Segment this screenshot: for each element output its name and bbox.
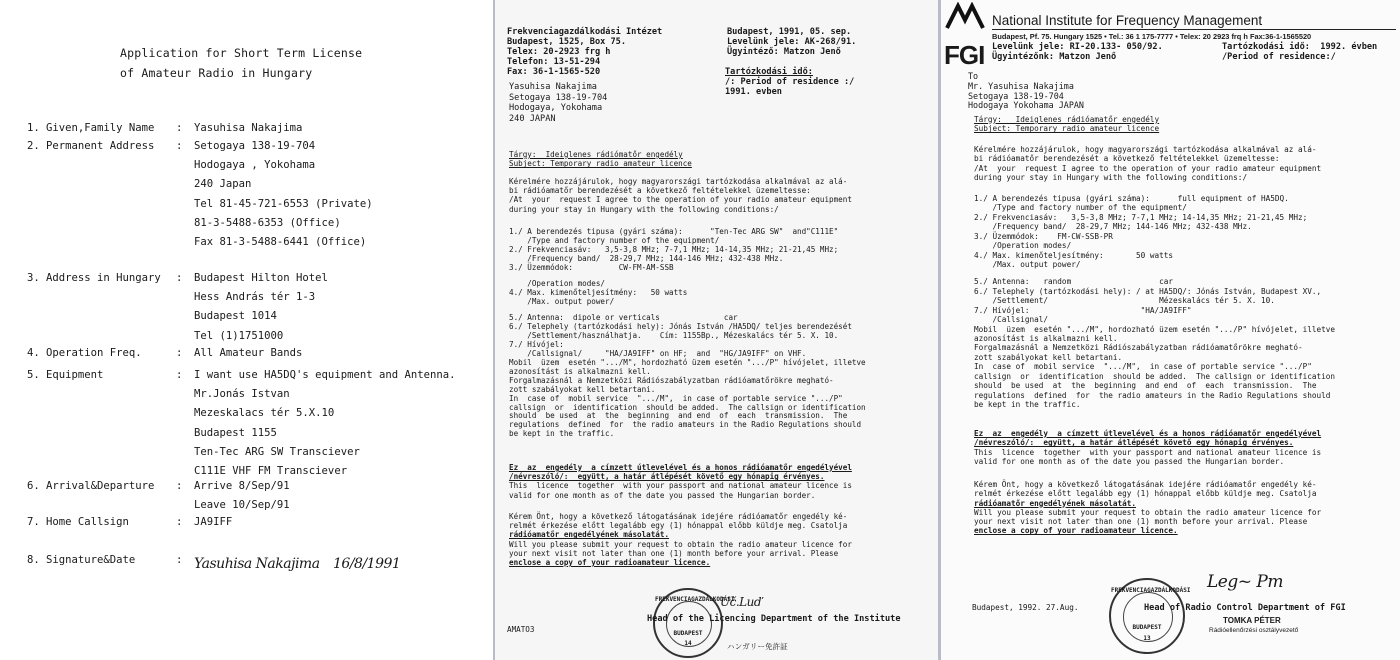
text-line: Kérem Önt, hogy a következő látogatásának idejére rádióamatőr engedély ké- xyxy=(974,480,1317,489)
text-line: Fax: 36-1-1565-520 xyxy=(507,67,601,77)
field-value: Mezeskalacs tér 5.X.10 xyxy=(194,407,335,420)
text-line: Tárgy: Ideiglenes rádiómatőr engedély xyxy=(509,150,683,159)
field-colon: : xyxy=(176,140,183,152)
text-line: /At your request I agree to the operation of your radio amateur equipment xyxy=(974,163,1322,173)
text-line: Forgalmazásnál a Nemzetközi Rádiószabályzatban rádióamatőrökre megható- xyxy=(509,375,834,385)
residence-block xyxy=(1222,42,1377,62)
text-line: during your stay in Hungary with the following conditions:/ xyxy=(974,172,1248,182)
text-line: should be used at the beginning and end of each transmission. The xyxy=(974,381,1317,391)
institute-address: Budapest, Pf. 75. Hungary 1525 • Tel.: 36 1 175-7777 • Telex: 20 2923 frq h Fax:36-1-1565520 xyxy=(992,32,1312,41)
signature: Yasuhisa Nakajima xyxy=(194,556,320,572)
field-colon: : xyxy=(176,122,183,134)
field-colon: : xyxy=(176,369,183,381)
text-line: /Operation modes/ xyxy=(974,241,1072,251)
validity-block xyxy=(509,463,852,500)
conditions-block xyxy=(974,194,1335,410)
text-line: Budapest, 1525, Box 75. xyxy=(507,37,626,47)
text-line: Yasuhisa Nakajima xyxy=(509,82,597,92)
official-stamp: FREKVENCIAGAZDÁLKODÁSI BUDAPEST 13 xyxy=(1109,578,1185,654)
text-line xyxy=(974,270,1335,278)
issue-date: Budapest, 1992. 27.Aug. xyxy=(972,603,1079,612)
field-colon: : xyxy=(176,554,183,566)
licence-1991 xyxy=(495,0,938,660)
conditions-block xyxy=(509,228,866,439)
field-label: Operation Freq. xyxy=(46,347,142,359)
text-line: In case of mobil service ".../M", in case of portable service ".../P" xyxy=(974,362,1312,372)
text-line: Mr. Yasuhisa Nakajima xyxy=(968,80,1074,91)
signatory-title: Head of the Licencing Department of the Institute xyxy=(647,614,901,624)
text-line: Budapest, 1991, 05. sep. xyxy=(727,27,852,37)
sender-block xyxy=(507,27,662,77)
field-value: JA9IFF xyxy=(194,516,233,528)
institute-name: National Institute for Frequency Management xyxy=(992,13,1263,28)
licence-1992 xyxy=(941,0,1400,660)
text-line: azonosítást is alkalmazni kell. xyxy=(509,366,651,376)
field-value: Tel 81-45-721-6553 (Private) xyxy=(194,197,373,210)
text-line: Setogaya 138-19-704 xyxy=(968,90,1064,101)
application-page xyxy=(0,0,493,660)
text-line: /Type and factory number of the equipment/ xyxy=(509,235,720,245)
text-line: Subject: Temporary radio amateur licence xyxy=(509,159,692,169)
field-value: Mr.Jonás Istvan xyxy=(194,388,290,401)
text-line: /: Period of residence :/ xyxy=(725,77,855,87)
text-line: 2./ Frekvenciasáv: 3,5-3,8 MHz; 7-7,1 MHz; 14-14,35 MHz; 21-21,45 MHz; xyxy=(509,244,839,254)
text-line: Tartózkodási idő: 1992. évben xyxy=(1222,42,1378,52)
text-line: /Max. output power/ xyxy=(509,296,615,306)
text-line: regulations defined for the radio amateurs in the Radio Regulations should xyxy=(974,390,1331,400)
signature-date: 16/8/1991 xyxy=(333,556,401,572)
request-block xyxy=(509,512,852,567)
field-value: 81-3-5488-6353 (Office) xyxy=(194,216,341,229)
text-line: /névreszóló/: együtt, a határ átlépését követő egy hónapig érvényes. xyxy=(974,438,1294,448)
text-line: Kérelmére hozzájárulok, hogy magyarországi tartózkodása alkalmával az alá- xyxy=(509,177,848,186)
text-line: Telex: 20-2923 frg h xyxy=(507,47,611,57)
text-line: relmét érkezése előtt legalább egy (1) hónappal előbb küldje meg. Csatolja xyxy=(509,521,848,531)
field-number: 8. xyxy=(27,554,40,566)
field-value: Hodogaya , Yokohama xyxy=(194,159,316,172)
field-label: Address in Hungary xyxy=(46,272,161,284)
application-subtitle: of Amateur Radio in Hungary xyxy=(120,66,313,80)
text-line: regulations defined for the radio amateurs in the Radio Regulations should xyxy=(509,420,862,430)
text-line: /névreszóló/: együtt, a határ átlépését követő egy hónapig érvényes. xyxy=(509,472,825,482)
text-line: azonosítást is alkalmazni kell. xyxy=(974,334,1118,344)
text-line: Levelünk jele: RI-20.133- 050/92. xyxy=(992,42,1163,52)
text-line: 240 JAPAN xyxy=(509,113,556,124)
text-line: To xyxy=(968,71,979,81)
text-line: during your stay in Hungary with the following conditions:/ xyxy=(509,204,779,214)
field-colon: : xyxy=(176,347,183,359)
field-colon: : xyxy=(176,272,183,284)
field-label: Arrival&Departure xyxy=(46,480,155,492)
text-line: Ügyintéző: Matzon Jenő xyxy=(727,47,841,57)
field-value: Leave 10/Sep/91 xyxy=(194,499,290,512)
text-line: Tartózkodási idő: xyxy=(725,67,813,77)
field-value: Budapest 1155 xyxy=(194,426,277,439)
text-line: 1./ A berendezés tipusa (gyári száma): "Ten-Tec ARG SW" and"C111E" xyxy=(509,227,839,236)
handwritten-signature: Uč.Luď xyxy=(720,595,762,609)
text-line: 2./ Frekvenciasáv: 3,5-3,8 MHz; 7-7,1 MHz; 14-14,35 MHz; 21-21,45 MHz; xyxy=(974,212,1308,222)
text-line: valid for one month as of the date you passed the Hungarian border. xyxy=(974,456,1285,466)
text-line: enclose a copy of your radioamateur licence. xyxy=(509,558,711,568)
text-line: 7./ Hívójel: "HA/JA9IFF" xyxy=(974,305,1192,315)
field-value: Budapest 1014 xyxy=(194,310,277,323)
text-line: callsign or identification should be added. The callsign or identification xyxy=(974,371,1336,381)
official-stamp: FREKVENCIAGAZDÁLKODÁSI BUDAPEST 14 xyxy=(653,588,723,658)
field-colon: : xyxy=(176,516,183,528)
text-line: Forgalmazásnál a Nemzetközi Rádiószabályzatban rádióamatőrökre megható- xyxy=(974,343,1303,353)
field-number: 3. xyxy=(27,272,40,284)
field-value: Arrive 8/Sep/91 xyxy=(194,480,290,492)
fgi-logo-text: FGI xyxy=(944,40,985,70)
reference-block xyxy=(727,27,856,57)
text-line: /Settlement/ Mézeskalács tér 5. X. 10. xyxy=(974,296,1275,306)
text-line: 4./ Max. kimenőteljesítmény: 50 watts xyxy=(974,250,1174,260)
handwritten-signature: Leg~ Pm xyxy=(1207,572,1283,592)
field-value: Yasuhisa Nakajima xyxy=(194,122,303,134)
field-value: C111E VHF FM Transciever xyxy=(194,465,348,477)
text-line: your next visit not later than one (1) month before your arrival. Please xyxy=(974,517,1308,527)
field-label: Equipment xyxy=(46,369,104,381)
text-line: Kérelmére hozzájárulok, hogy magyarországi tartózkodása alkalmával az alá- xyxy=(974,145,1317,154)
intro-block xyxy=(974,145,1321,182)
text-line: relmét érkezése előtt legalább egy (1) hónappal előbb küldje meg. Csatolja xyxy=(974,489,1317,499)
text-line: /Frequency band/ 28-29,7 MHz; 144-146 MHz; 432-438 MHz. xyxy=(509,253,784,263)
request-block xyxy=(974,480,1321,536)
text-line: /Callsignal/ "HA/JA9IFF" on HF; and "HG/JA9IFF" on VHF. xyxy=(509,349,807,359)
text-line: 6./ Telephely (tartózkodási hely): Jónás István /HA5DQ/ teljes berendezését xyxy=(509,322,852,332)
text-line: Kérem Önt, hogy a következő látogatásának idejére rádióamatőr engedély ké- xyxy=(509,512,848,521)
field-number: 5. xyxy=(27,369,40,381)
text-line: Tárgy: Ideiglenes rádióamatőr engedély xyxy=(974,115,1160,124)
field-label: Home Callsign xyxy=(46,516,129,528)
subject-block xyxy=(974,115,1159,134)
text-line: Subject: Temporary radio amateur licence xyxy=(974,124,1160,134)
application-title: Application for Short Term License xyxy=(120,46,363,60)
reference-block xyxy=(992,42,1163,62)
text-line: /Settlement/használhatja. Cím: 1155Bp., Mézeskalács tér 5. X. 10. xyxy=(509,331,839,341)
text-line: This licence together with your passport and national amateur licence is xyxy=(974,447,1322,457)
field-number: 4. xyxy=(27,347,40,359)
text-line: This licence together with your passport and national amateur licence is xyxy=(509,481,852,491)
text-line: Ügyintézőnk: Matzon Jenő xyxy=(992,52,1117,62)
text-line: Ez az engedély a címzett útlevelével és a honos rádióamatőr engedélyével xyxy=(974,429,1322,438)
addressee-block xyxy=(968,72,1084,111)
text-line: valid for one month as of the date you passed the Hungarian border. xyxy=(509,490,816,500)
text-line: be kept in the traffic. xyxy=(509,429,615,439)
text-line: rádióamatőr engedélyének másolatát. xyxy=(509,530,670,540)
text-line: rádióamatőr engedélyének másolatát. xyxy=(974,498,1136,508)
subject-block xyxy=(509,150,692,168)
field-value: Hess András tér 1-3 xyxy=(194,291,316,304)
field-number: 1. xyxy=(27,122,40,134)
residence-block xyxy=(725,67,854,97)
text-line: enclose a copy of your radioamateur licence. xyxy=(974,526,1178,536)
text-line: Levelünk jele: AK-268/91. xyxy=(727,37,857,47)
text-line: should be used at the beginning and end of each transmission. The xyxy=(509,411,848,421)
text-line: Mobil üzem esetén ".../M", hordozható üzem esetén ".../P" hívójelet, illetve xyxy=(974,324,1336,334)
text-line: Frekvenciagazdálkodási Intézet xyxy=(507,27,663,37)
text-line: 4./ Max. kimenőteljesítmény: 50 watts xyxy=(509,288,688,298)
text-line: /Type and factory number of the equipment/ xyxy=(974,203,1187,213)
text-line: 6./ Telephely (tartózkodási hely): / at HA5DQ/: Jónás István, Budapest XV., xyxy=(974,286,1322,296)
field-value: Setogaya 138-19-704 xyxy=(194,140,316,152)
text-line: /Operation modes/ xyxy=(509,279,606,289)
header-rule xyxy=(992,29,1396,30)
text-line: 3./ Üzemmódok: FM-CW-SSB-PR xyxy=(974,231,1113,241)
text-line: Hodogaya Yokohama JAPAN xyxy=(968,100,1084,111)
field-value: Fax 81-3-5488-6441 (Office) xyxy=(194,236,367,248)
addressee-block xyxy=(509,82,607,124)
text-line: zott szabályokat kell betartani. xyxy=(509,384,656,394)
text-line: 7./ Hívójel: xyxy=(509,340,564,350)
text-line: 1991. evben xyxy=(725,87,782,97)
japanese-note: ハンガリー免許証 xyxy=(727,642,788,651)
text-line: Setogaya 138-19-704 xyxy=(509,92,608,103)
text-line: 5./ Antenna: random car xyxy=(974,277,1174,287)
intro-block xyxy=(509,177,852,214)
text-line: be kept in the traffic. xyxy=(974,400,1081,410)
validity-block xyxy=(974,429,1321,466)
signer-position: Rádióellenőrzési osztályvezető xyxy=(1209,627,1299,634)
text-line: /Callsignal/ xyxy=(974,315,1049,325)
document-code: AMATO3 xyxy=(507,625,535,634)
field-value: All Amateur Bands xyxy=(194,347,303,359)
field-label: Permanent Address xyxy=(46,140,155,152)
text-line: Ez az engedély a címzett útlevelével és a honos rádióamatőr engedélyével xyxy=(509,463,852,472)
text-line: Mobil üzem esetén ".../M", hordozható üzem esetén ".../P" hívójelet, illetve xyxy=(509,357,866,367)
text-line: bi rádióamatőr berendezését a következő feltételekkel üzemeltesse: xyxy=(509,186,811,196)
text-line: Telefon: 13-51-294 xyxy=(507,57,601,67)
text-line: /Max. output power/ xyxy=(974,260,1081,270)
text-line: 5./ Antenna: dipole or verticals car xyxy=(509,313,738,323)
field-number: 7. xyxy=(27,516,40,528)
field-value: Ten-Tec ARG SW Transciever xyxy=(194,445,360,458)
field-value: I want use HA5DQ's equipment and Antenna. xyxy=(194,369,456,381)
text-line: Will you please submit your request to obtain the radio amateur licence for xyxy=(974,507,1322,517)
text-line: bi rádióamatőr berendezését a következő feltételekkel üzemeltesse: xyxy=(974,154,1280,164)
field-label: Given,Family Name xyxy=(46,122,155,134)
field-colon: : xyxy=(176,480,183,492)
text-line: /At your request I agree to the operation of your radio amateur equipment xyxy=(509,195,852,205)
text-line: /Frequency band/ 28-29,7 MHz; 144-146 MHz; 432-438 MHz. xyxy=(974,222,1252,232)
field-number: 6. xyxy=(27,480,40,492)
signer-name: TOMKA PÉTER xyxy=(1223,616,1281,625)
text-line: Will you please submit your request to obtain the radio amateur licence for xyxy=(509,539,852,549)
signatory-title: Head of Radio Control Department of FGI xyxy=(1144,603,1346,613)
field-value: Budapest Hilton Hotel xyxy=(194,272,328,284)
text-line: In case of mobil service ".../M", in case of portable service ".../P" xyxy=(509,393,843,403)
text-line: 1./ A berendezés tipusa (gyári száma): full equipment of HA5DQ. xyxy=(974,194,1289,203)
field-number: 2. xyxy=(27,140,40,152)
text-line: 3./ Üzemmódok: CW-FM-AM-SSB xyxy=(509,262,674,272)
text-line: Hodogaya, Yokohama xyxy=(509,103,603,113)
text-line: zott szabályokat kell betartani. xyxy=(974,352,1123,362)
text-line: your next visit not later than one (1) month before your arrival. Please xyxy=(509,548,839,558)
text-line: callsign or identification should be added. The callsign or identification xyxy=(509,402,866,412)
field-label: Signature&Date xyxy=(46,554,136,566)
field-value: 240 Japan xyxy=(194,178,252,191)
field-value: Tel (1)1751000 xyxy=(194,329,284,342)
text-line: /Period of residence:/ xyxy=(1222,52,1336,62)
